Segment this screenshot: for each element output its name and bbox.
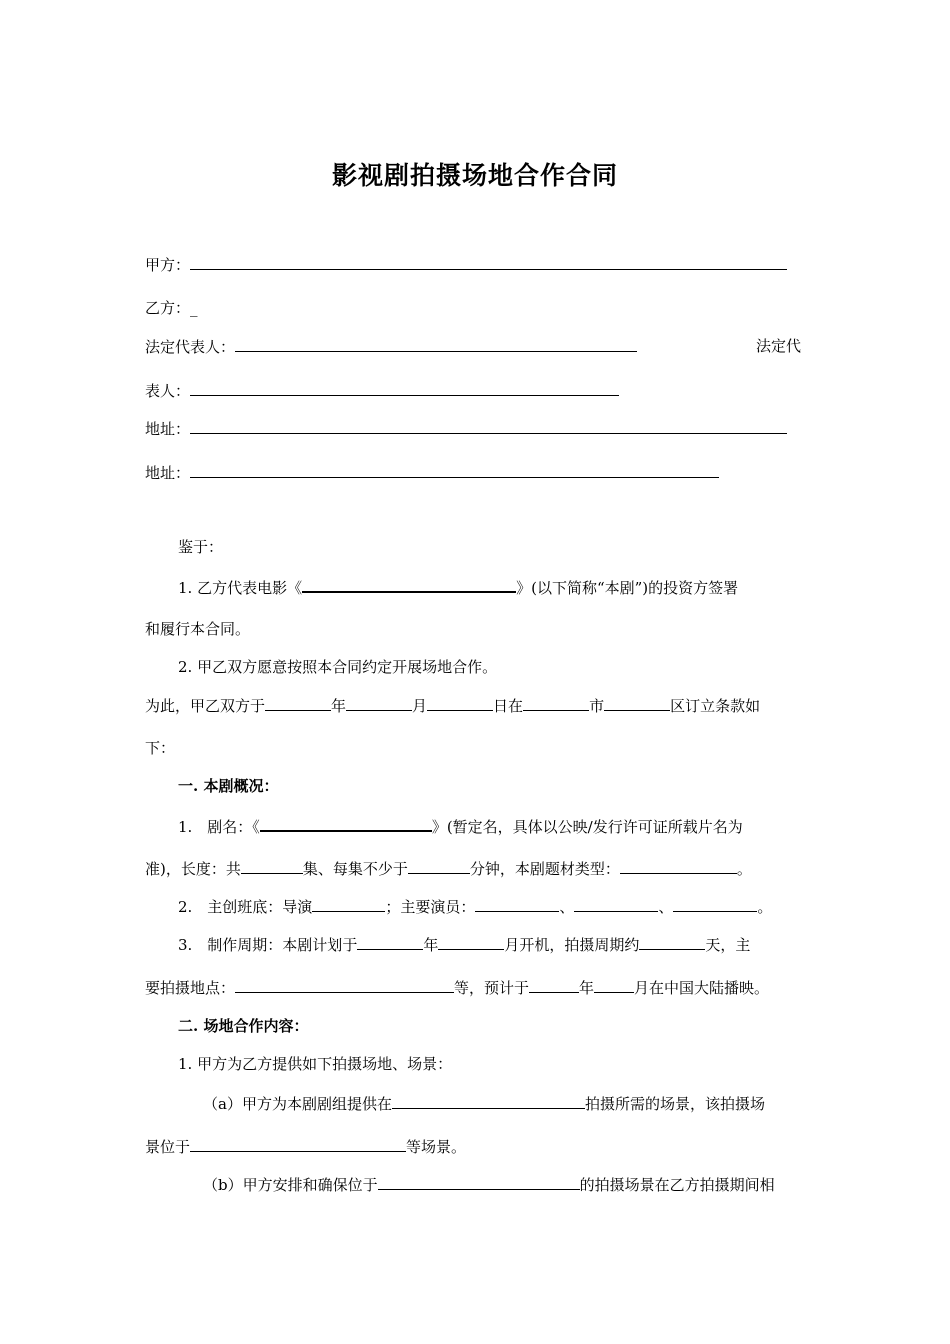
document-title: 影视剧拍摄场地合作合同	[331, 161, 618, 190]
party-b-label: 乙方：_	[145, 299, 198, 317]
episode-count-blank	[241, 858, 303, 874]
s1-item1-end: 》(暂定名，具体以公映/发行许可证所载片名为	[431, 818, 743, 836]
s2-b-place-blank	[378, 1174, 580, 1190]
minutes-blank	[408, 858, 470, 874]
legal-rep-cont: 表人：	[145, 382, 191, 400]
s1-director-label: 2. 主创班底：导演	[178, 898, 313, 916]
s1-release-year: 年	[579, 979, 595, 997]
hereby-year: 年	[331, 697, 347, 715]
whereas-1-cont: 和履行本合同。	[145, 620, 251, 638]
s1-release-end: 月在中国大陆播映。	[634, 979, 770, 997]
address-line-1	[145, 418, 787, 439]
legal-rep-line-1	[145, 336, 637, 357]
hereby-line	[145, 695, 760, 716]
legal-rep-blank-2	[190, 380, 619, 396]
hereby-month: 月	[412, 697, 428, 715]
s2-a-location-label: 景位于	[145, 1138, 191, 1156]
s2-a-cont	[145, 1136, 466, 1157]
s1-actors-label: ；主要演员：	[385, 898, 476, 916]
s1-sep-1: 、	[559, 898, 575, 916]
date-day-blank	[427, 695, 493, 711]
address-line-2	[145, 462, 719, 483]
s2-a-start: （a）甲方为本剧剧组提供在	[203, 1095, 392, 1113]
whereas-2: 2. 甲乙双方愿意按照本合同约定开展场地合作。	[178, 658, 498, 676]
party-a-blank	[190, 254, 787, 270]
hereby-city: 市	[589, 697, 605, 715]
director-blank	[312, 896, 385, 912]
s2-a-scene-end: 等场景。	[406, 1138, 467, 1156]
s1-item1-cont	[145, 858, 752, 879]
address-blank-2	[190, 462, 719, 478]
s1-minutes-label: 集、每集不少于	[302, 860, 408, 878]
s1-item3-cont	[145, 977, 769, 998]
s1-schedule-days: 天，主	[705, 936, 751, 954]
whereas-1-start: 1. 乙方代表电影《	[178, 579, 303, 597]
s2-a-line	[203, 1093, 765, 1114]
whereas-1-line	[178, 576, 738, 598]
genre-blank	[620, 858, 737, 874]
hereby-day: 日在	[493, 697, 524, 715]
date-year-blank	[265, 695, 331, 711]
address-label-2: 地址：	[145, 464, 191, 482]
address-blank-1	[190, 418, 787, 434]
legal-rep-blank-1	[235, 336, 637, 352]
s1-location-label: 要拍摄地点：	[145, 979, 236, 997]
film-name-blank	[302, 576, 516, 593]
actor-1-blank	[475, 896, 559, 912]
s2-b-end: 的拍摄场景在乙方拍摄期间相	[579, 1176, 775, 1194]
address-label-1: 地址：	[145, 420, 191, 438]
s1-schedule-label: 3. 制作周期：本剧计划于	[178, 936, 358, 954]
s2-b-line	[203, 1174, 775, 1195]
shoot-days-blank	[639, 934, 705, 950]
legal-rep-label: 法定代表人：	[145, 338, 236, 356]
drama-name-blank	[260, 815, 432, 832]
s1-item1-start: 1. 剧名：《	[178, 818, 260, 836]
city-blank	[523, 695, 589, 711]
s2-item1: 1. 甲方为乙方提供如下拍摄场地、场景：	[178, 1055, 453, 1073]
section-1-title: 一. 本剧概况：	[178, 777, 279, 795]
party-a-line	[145, 254, 787, 275]
s1-item1-line	[178, 815, 743, 837]
release-year-blank	[529, 977, 579, 993]
s1-schedule-month: 月开机，拍摄周期约	[504, 936, 640, 954]
s1-item2-end: 。	[757, 898, 773, 916]
s2-a-end: 拍摄所需的场景，该拍摄场	[584, 1095, 765, 1113]
s1-sep-2: 、	[658, 898, 674, 916]
s1-genre-label: 分钟，本剧题材类型：	[469, 860, 620, 878]
s2-a-place-blank	[392, 1093, 585, 1109]
hereby-district: 区订立条款如	[670, 697, 761, 715]
party-b-line	[145, 298, 198, 318]
actor-2-blank	[574, 896, 658, 912]
hereby-cont: 下：	[145, 739, 176, 757]
s2-b-start: （b）甲方安排和确保位于	[203, 1176, 378, 1194]
start-month-blank	[438, 934, 504, 950]
whereas-1-end: 》(以下简称“本剧”)的投资方签署	[516, 579, 739, 597]
legal-rep-line-2	[145, 380, 619, 401]
s1-schedule-year: 年	[423, 936, 439, 954]
s1-release-label: 等，预计于	[454, 979, 530, 997]
location-blank	[235, 977, 454, 993]
district-blank	[604, 695, 670, 711]
whereas-heading: 鉴于：	[178, 538, 224, 556]
start-year-blank	[357, 934, 423, 950]
s1-item1-period: 。	[736, 860, 752, 878]
s1-item3-line	[178, 934, 750, 955]
actor-3-blank	[673, 896, 757, 912]
s2-a-location-blank	[190, 1136, 406, 1152]
release-month-blank	[594, 977, 634, 993]
s1-length-label: 准)，长度：共	[145, 860, 241, 878]
party-a-label: 甲方：	[145, 256, 191, 274]
legal-rep-right: 法定代	[756, 337, 802, 355]
s1-item2-line	[178, 896, 772, 917]
section-2-title: 二. 场地合作内容：	[178, 1017, 309, 1035]
hereby-start: 为此，甲乙双方于	[145, 697, 266, 715]
date-month-blank	[346, 695, 412, 711]
